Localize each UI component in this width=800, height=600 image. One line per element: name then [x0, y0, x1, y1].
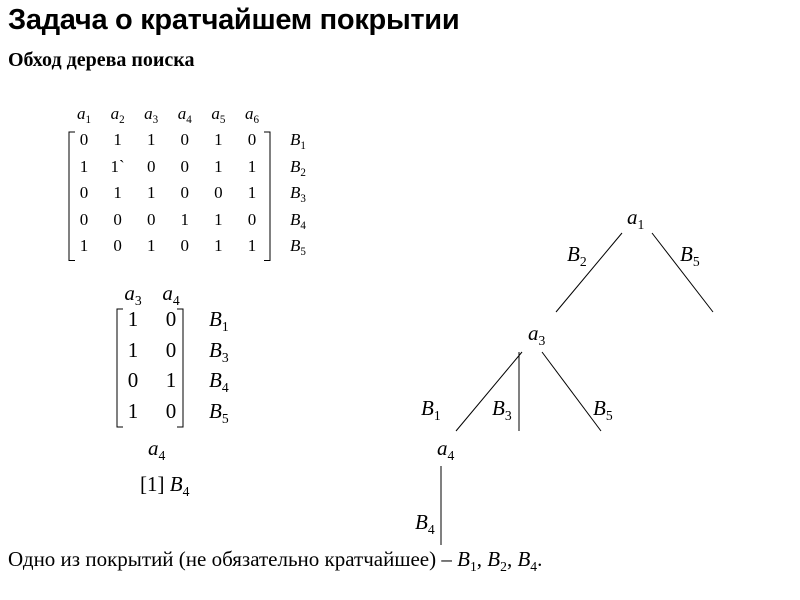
tree-edge-label-B3: $B_3$: [492, 396, 512, 423]
matrix-row-label: $B_1$: [290, 130, 306, 152]
matrix-cell: 1: [247, 183, 257, 202]
matrix-cell: 0: [113, 236, 122, 255]
footer-text: Одно из покрытий (не обязательно кратчайшее) – $B_1$, $B_2$, $B_4$.: [8, 547, 543, 574]
matrix-cell: 1: [214, 156, 223, 176]
matrix-row-label: $B_1$: [209, 307, 229, 334]
matrix-cell: 1: [113, 183, 122, 202]
matrix-cell: 1: [214, 236, 223, 255]
matrix-cell: 0: [113, 209, 122, 229]
matrix-cell: 1: [79, 236, 89, 255]
matrix-cell: 1: [247, 156, 257, 176]
matrix-cell: 1: [146, 130, 156, 149]
matrix-cell: 0: [180, 236, 190, 255]
tree-edge-B2: [556, 233, 622, 312]
footer-cover-2: $B_2$: [487, 547, 507, 574]
matrix-cell: 1: [146, 183, 156, 202]
matrix-cell: 0: [79, 183, 89, 202]
matrix-cell: 1: [113, 130, 122, 149]
matrix-cell: 0: [180, 183, 190, 202]
result-bracket: [1]: [140, 472, 165, 496]
matrix-column-header: $a_2$: [110, 104, 125, 126]
footer-end: .: [537, 547, 543, 571]
matrix-cell: 0: [247, 130, 257, 149]
matrix-cell: 0: [79, 209, 89, 229]
result-column-label: $a_4$: [148, 436, 166, 463]
result-row-label: $B_4$: [169, 472, 190, 499]
matrix-column-header: $a_4$: [162, 281, 180, 308]
matrix-cell: 1: [214, 130, 223, 149]
tree-node-a1: $a_1$: [627, 205, 645, 232]
matrix-cell: 1: [127, 398, 139, 423]
matrix-row-label: $B_5$: [209, 398, 229, 426]
matrix-cell: 1: [180, 209, 190, 229]
matrix-cell: 0: [214, 183, 223, 202]
matrix-column-header: $a_3$: [124, 281, 142, 308]
matrix-cell: 1: [214, 209, 223, 229]
matrix-cell: 1`: [110, 156, 125, 176]
footer-prefix: Одно из покрытий (не обязательно кратчайшее) –: [8, 547, 458, 571]
matrix-cell: 0: [127, 368, 139, 392]
matrix-column-header: $a_1$: [76, 104, 92, 126]
matrix-column-header: $a_4$: [177, 104, 192, 126]
matrix-cell: 0: [146, 209, 156, 229]
matrix-row-label: $B_3$: [209, 337, 229, 365]
tree-edge-label-B4: $B_4$: [415, 510, 435, 537]
tree-edge-label-B1: $B_1$: [421, 396, 441, 423]
matrix-cell: 1: [127, 307, 139, 331]
footer-cover-3: $B_4$: [517, 547, 538, 574]
matrix-column-header: $a_6$: [244, 104, 260, 126]
tree-node-a3: $a_3$: [528, 321, 546, 348]
matrix-cell: 1: [79, 156, 89, 176]
matrix-cell: 0: [180, 130, 190, 149]
tree-edge-label-B5: $B_5$: [680, 242, 700, 269]
slide-subtitle: Обход дерева поиска: [8, 49, 195, 71]
matrix-cell: 0: [180, 156, 190, 176]
tree-edge-label-B2: $B_2$: [567, 242, 587, 269]
matrix-row-label: $B_4$: [209, 368, 229, 395]
matrix-cell: 0: [165, 337, 177, 362]
matrix-row-label: $B_5$: [290, 236, 306, 258]
matrix-cell: 0: [165, 307, 177, 331]
slide-title: Задача о кратчайшем покрытии: [8, 4, 460, 36]
matrix-cell: 0: [247, 209, 257, 229]
matrix-cell: 1: [146, 236, 156, 255]
tree-edge-label-B5-2: $B_5$: [593, 396, 613, 423]
tree-edge-B1: [456, 352, 522, 431]
matrix-cell: 1: [165, 368, 177, 392]
tree-node-a4: $a_4$: [437, 436, 455, 463]
matrix-row-label: $B_2$: [290, 156, 306, 179]
footer-cover-1: $B_1$: [457, 547, 477, 574]
matrix-cell: 0: [146, 156, 156, 176]
matrix-cell: 1: [247, 236, 257, 255]
matrix-cell: 0: [165, 398, 177, 423]
matrix-row-label: $B_4$: [290, 209, 306, 232]
matrix-row-label: $B_3$: [290, 183, 306, 205]
matrix-cell: 0: [79, 130, 89, 149]
matrix-column-header: $a_3$: [144, 104, 159, 126]
matrix-column-header: $a_5$: [211, 104, 226, 126]
matrix-cell: 1: [127, 337, 139, 362]
